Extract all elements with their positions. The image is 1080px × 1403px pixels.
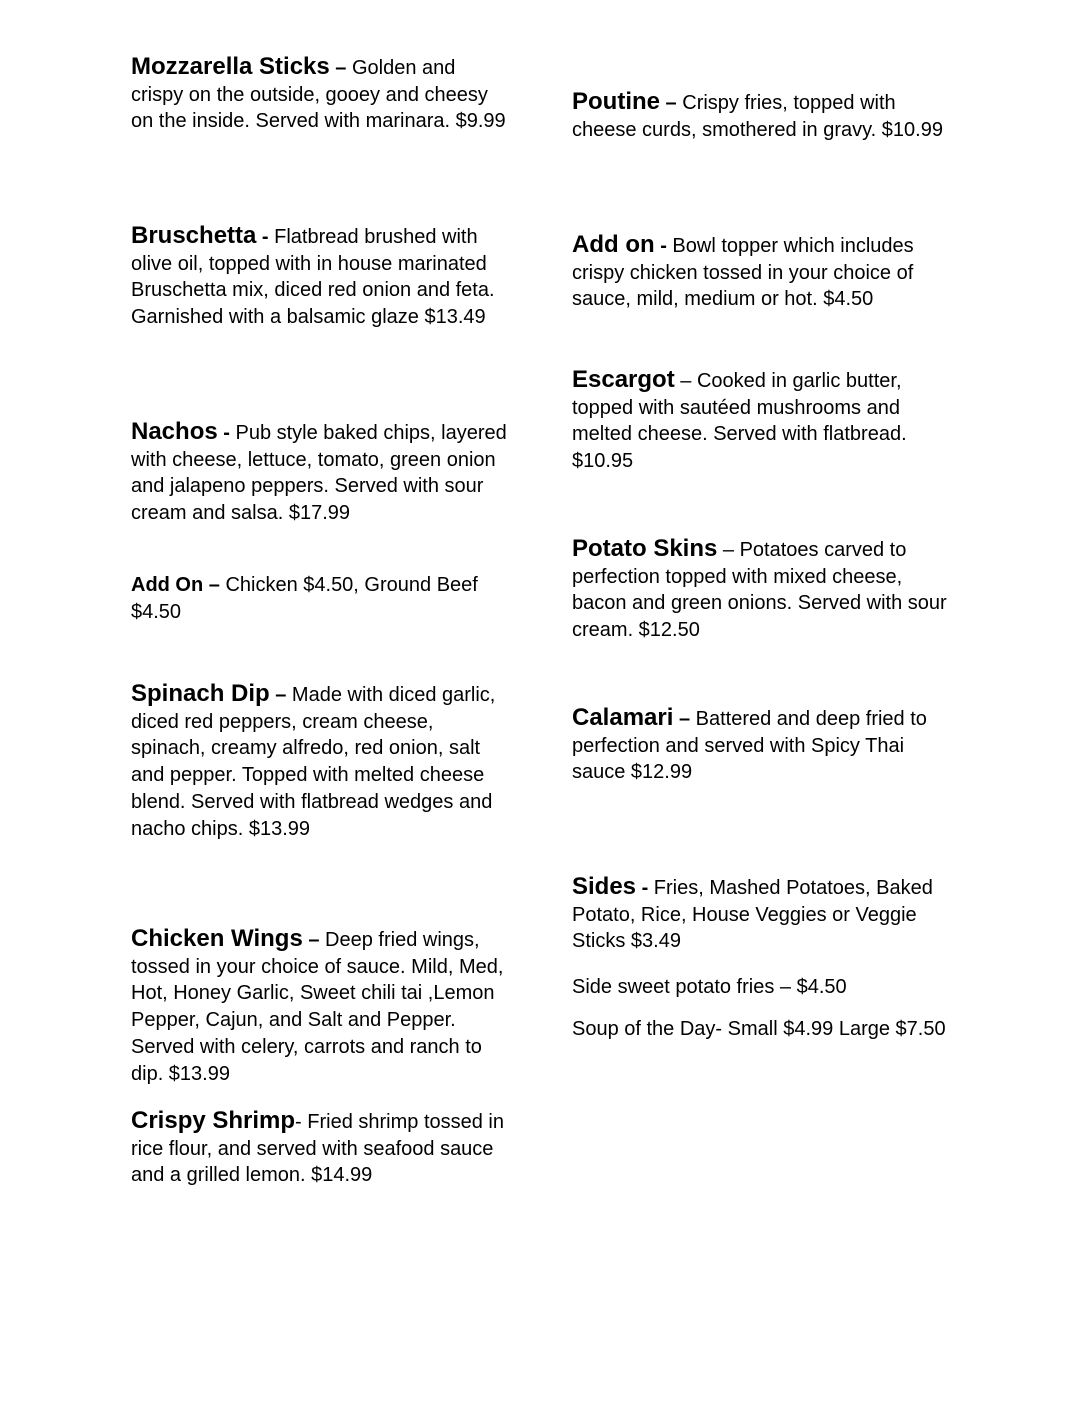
menu-item-name: Spinach Dip [131,680,270,707]
menu-item-separator: - [217,422,230,444]
menu-item-separator: – [660,92,677,114]
menu-item-description: Bowl topper which includes crispy chicken tossed in your choice of sauce, mild, medium or hot. $4.50 [572,235,914,311]
menu-item-name: Calamari [572,704,674,731]
menu-item-description: Golden and crispy on the outside, gooey and cheesy on the inside. Served with marinara. $9.99 [131,57,506,133]
addon-label: Add On – [131,574,220,596]
menu-item-description: Crispy fries, topped with cheese curds, smothered in gravy. $10.99 [572,92,943,141]
menu-item-description: Deep fried wings, tossed in your choice of sauce. Mild, Med, Hot, Honey Garlic, Sweet chili tai ,Lemon Pepper, Cajun, and Salt and Pepper. Served with celery, carrots and ranch to dip. $13.99 [131,929,504,1085]
menu-extra-sweet-potato-fries: Side sweet potato fries – $4.50 [572,976,847,998]
menu-item-name: Mozzarella Sticks [131,53,330,80]
menu-item-potato-skins [572,536,952,644]
menu-item-spinach-dip [131,681,511,842]
menu-item-description: Battered and deep fried to perfection and served with Spicy Thai sauce $12.99 [572,708,927,784]
menu-item-separator: – [673,708,691,730]
menu-item-name: Add on [572,231,655,258]
menu-item-calamari [572,705,952,786]
menu-item-crispy-shrimp [131,1108,511,1189]
menu-item-name: Sides [572,873,637,900]
menu-item-description: Fries, Mashed Potatoes, Baked Potato, Rice, House Veggies or Veggie Sticks $3.49 [572,877,933,953]
menu-item-name: Potato Skins [572,535,718,562]
addon-text: Chicken $4.50, Ground Beef $4.50 [131,574,478,623]
menu-item-description: – Cooked in garlic butter, topped with sautéed mushrooms and melted cheese. Served with flatbread. $10.95 [572,370,907,473]
menu-item-name: Poutine [572,88,660,115]
menu-item-sides [572,874,952,955]
menu-item-chicken-wings [131,926,511,1087]
menu-item-separator: – [329,57,347,79]
menu-item-add-on-bowl-topper [572,232,952,313]
menu-item-separator: - [636,877,649,899]
menu-item-description: - Fried shrimp tossed in rice flour, and served with seafood sauce and a grilled lemon. $14.99 [131,1111,505,1187]
menu-item-description: – Potatoes carved to perfection topped with mixed cheese, bacon and green onions. Served with sour cream. $12.50 [572,539,947,642]
menu-item-separator: – [302,929,320,951]
menu-item-bruschetta [131,223,511,331]
menu-item-description: Pub style baked chips, layered with cheese, lettuce, tomato, green onion and jalapeno peppers. Served with sour cream and salsa. $17.99 [131,422,507,525]
menu-item-description: Made with diced garlic, diced red peppers, cream cheese, spinach, creamy alfredo, red onion, salt and pepper. Topped with melted cheese blend. Served with flatbread wedges and nacho chips. $13.99 [131,684,496,840]
menu-item-name: Chicken Wings [131,925,303,952]
menu-extra-soup-of-the-day: Soup of the Day- Small $4.99 Large $7.50 [572,1018,946,1040]
menu-item-poutine [572,89,952,143]
menu-item-separator: - [654,235,667,257]
menu-item-nachos [131,419,511,527]
menu-item-separator: - [256,226,269,248]
menu-item-separator: – [269,684,287,706]
menu-item-escargot [572,367,952,475]
menu-item-name: Bruschetta [131,222,257,249]
menu-item-mozzarella-sticks [131,54,511,135]
menu-item-description: Flatbread brushed with olive oil, topped with in house marinated Bruschetta mix, diced red onion and feta. Garnished with a balsamic glaze $13.49 [131,226,495,329]
menu-item-name: Crispy Shrimp [131,1107,296,1134]
nachos-addon [131,572,511,625]
menu-item-name: Escargot [572,366,675,393]
menu-item-name: Nachos [131,418,218,445]
